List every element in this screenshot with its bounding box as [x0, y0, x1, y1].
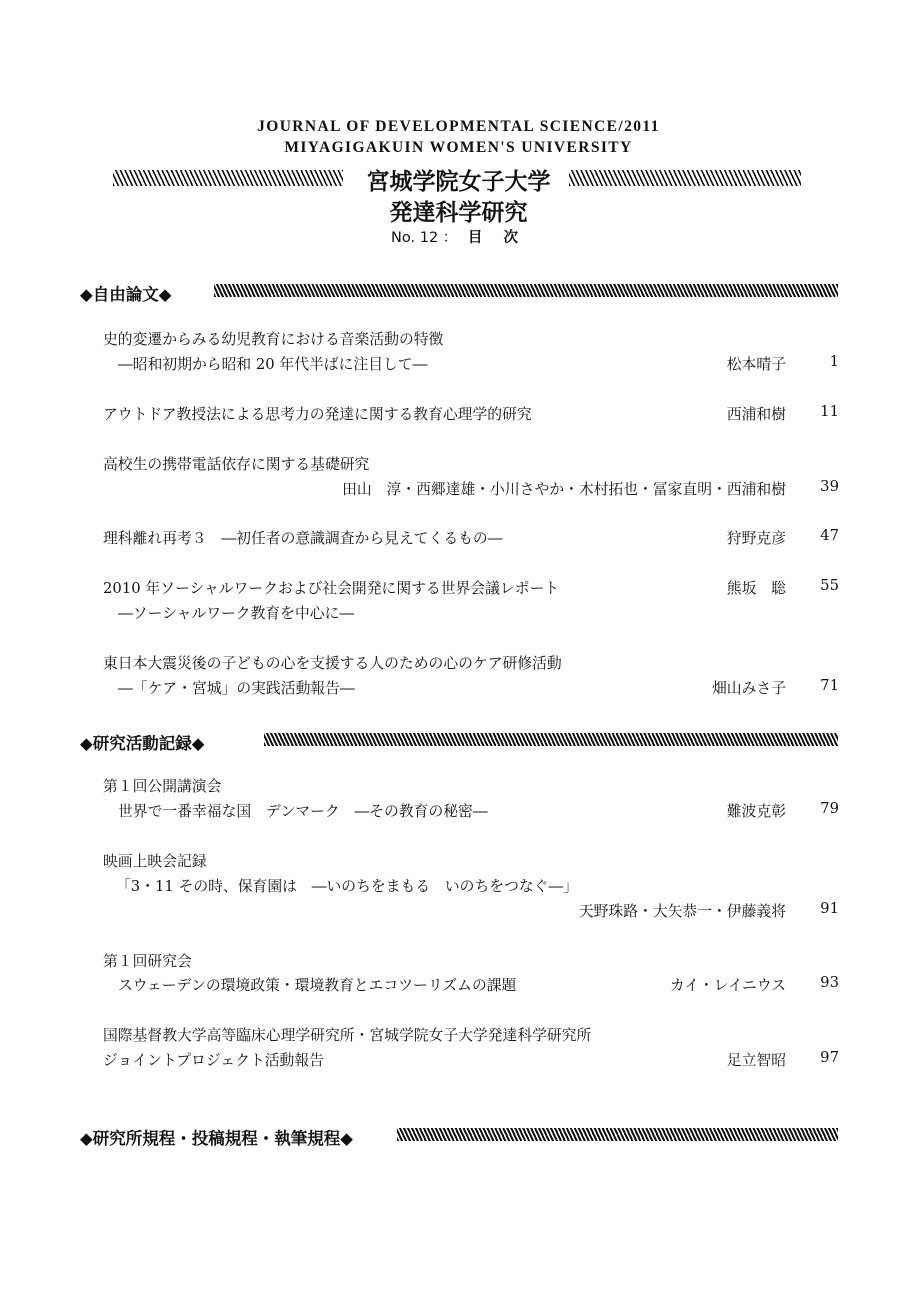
entry-title: 映画上映会記録	[103, 853, 207, 870]
section-heading-free-papers: ◆自由論文◆	[80, 285, 172, 304]
entry-page-number: 79	[820, 800, 839, 817]
entry-page-number: 93	[820, 974, 839, 991]
entry-title: 高校生の携帯電話依存に関する基礎研究	[103, 456, 370, 473]
entry-title: 2010 年ソーシャルワークおよび社会開発に関する世界会議レポート	[103, 580, 560, 597]
toc-entry-3-title	[0, 453, 917, 475]
entry-subtitle: ―昭和初期から昭和 20 年代半ばに注目して―	[118, 356, 428, 373]
entry-subtitle: 「3・11 その時、保育園は ―いのちをまもる いのちをつなぐ―」	[116, 878, 579, 895]
entry-page-number: 1	[829, 353, 839, 370]
toc-entry-6-title	[0, 652, 917, 674]
section-hatch-bar	[214, 284, 838, 297]
entry-author: 天野珠路・大矢恭一・伊藤義将	[578, 903, 786, 920]
toc-entry-5-title	[0, 577, 917, 599]
toc-entry-7-title	[0, 775, 917, 797]
university-name-en: MIYAGIGAKUIN WOMEN'S UNIVERSITY	[284, 139, 633, 156]
toc-label: 目 次	[467, 230, 526, 246]
toc-entry-2	[0, 403, 917, 425]
entry-page-number: 97	[820, 1049, 839, 1066]
entry-author: 田山 淳・西郷達雄・小川さやか・木村拓也・冨家直明・西浦和樹	[342, 481, 786, 498]
journal-title-en: JOURNAL OF DEVELOPMENTAL SCIENCE/2011	[257, 118, 660, 135]
entry-title: 理科離れ再考３ ―初任者の意識調査から見えてくるもの―	[103, 530, 503, 547]
entry-page-number: 55	[820, 577, 839, 594]
toc-entry-1-title	[0, 328, 917, 350]
entry-title: 東日本大震災後の子どもの心を支援する人のための心のケア研修活動	[103, 655, 562, 672]
toc-entry-10-detail	[0, 1049, 917, 1071]
entry-page-number: 47	[820, 527, 839, 544]
toc-entry-8-subtitle	[0, 875, 917, 897]
entry-title: 国際基督教大学高等臨床心理学研究所・宮城学院女子大学発達科学研究所	[103, 1027, 592, 1044]
decorative-hatch-right	[569, 170, 801, 186]
toc-entry-1-detail	[0, 353, 917, 375]
entry-author: 畑山みさ子	[712, 680, 786, 697]
toc-entry-8-detail	[0, 900, 917, 922]
entry-subtitle: 世界で一番幸福な国 デンマーク ―その教育の秘密―	[118, 803, 488, 820]
entry-page-number: 11	[820, 403, 839, 420]
issue-line	[0, 226, 917, 247]
entry-title: 史的変遷からみる幼児教育における音楽活動の特徴	[103, 331, 444, 348]
toc-entry-10-title	[0, 1024, 917, 1046]
journal-title-jp: 発達科学研究	[389, 200, 528, 226]
entry-subtitle: ジョイントプロジェクト活動報告	[103, 1052, 324, 1069]
entry-author: 西浦和樹	[726, 406, 786, 423]
toc-entry-4	[0, 527, 917, 549]
entry-title: 第１回研究会	[103, 953, 192, 970]
entry-subtitle: ―ソーシャルワーク教育を中心に―	[118, 605, 355, 622]
entry-author: 足立智昭	[726, 1052, 786, 1069]
toc-entry-6-detail	[0, 677, 917, 699]
entry-title: 第１回公開講演会	[103, 778, 222, 795]
toc-entry-9-detail	[0, 974, 917, 996]
issue-number: No. 12 ：	[391, 230, 458, 246]
entry-title: アウトドア教授法による思考力の発達に関する教育心理学的研究	[103, 406, 532, 423]
section-hatch-bar	[397, 1128, 838, 1141]
entry-author: 狩野克彦	[726, 530, 786, 547]
entry-subtitle: ―「ケア・宮城」の実践活動報告―	[118, 680, 355, 697]
entry-page-number: 39	[820, 478, 839, 495]
section-heading-research-activities: ◆研究活動記録◆	[80, 734, 205, 753]
entry-page-number: 71	[820, 677, 839, 694]
section-hatch-bar	[264, 733, 838, 746]
entry-author: 熊坂 聡	[726, 580, 786, 597]
toc-entry-3-detail	[0, 478, 917, 500]
entry-author: 難波克彰	[726, 803, 786, 820]
section-heading-regulations: ◆研究所規程・投稿規程・執筆規程◆	[80, 1129, 353, 1148]
toc-entry-9-title	[0, 950, 917, 972]
entry-page-number: 91	[820, 900, 839, 917]
entry-author: カイ・レイニウス	[669, 977, 786, 994]
entry-author: 松本晴子	[726, 356, 786, 373]
toc-entry-5-detail	[0, 602, 917, 624]
entry-subtitle: スウェーデンの環境政策・環境教育とエコツーリズムの課題	[118, 977, 517, 994]
university-name-jp: 宮城学院女子大学	[366, 169, 551, 195]
toc-entry-7-detail	[0, 800, 917, 822]
toc-entry-8-title	[0, 850, 917, 872]
